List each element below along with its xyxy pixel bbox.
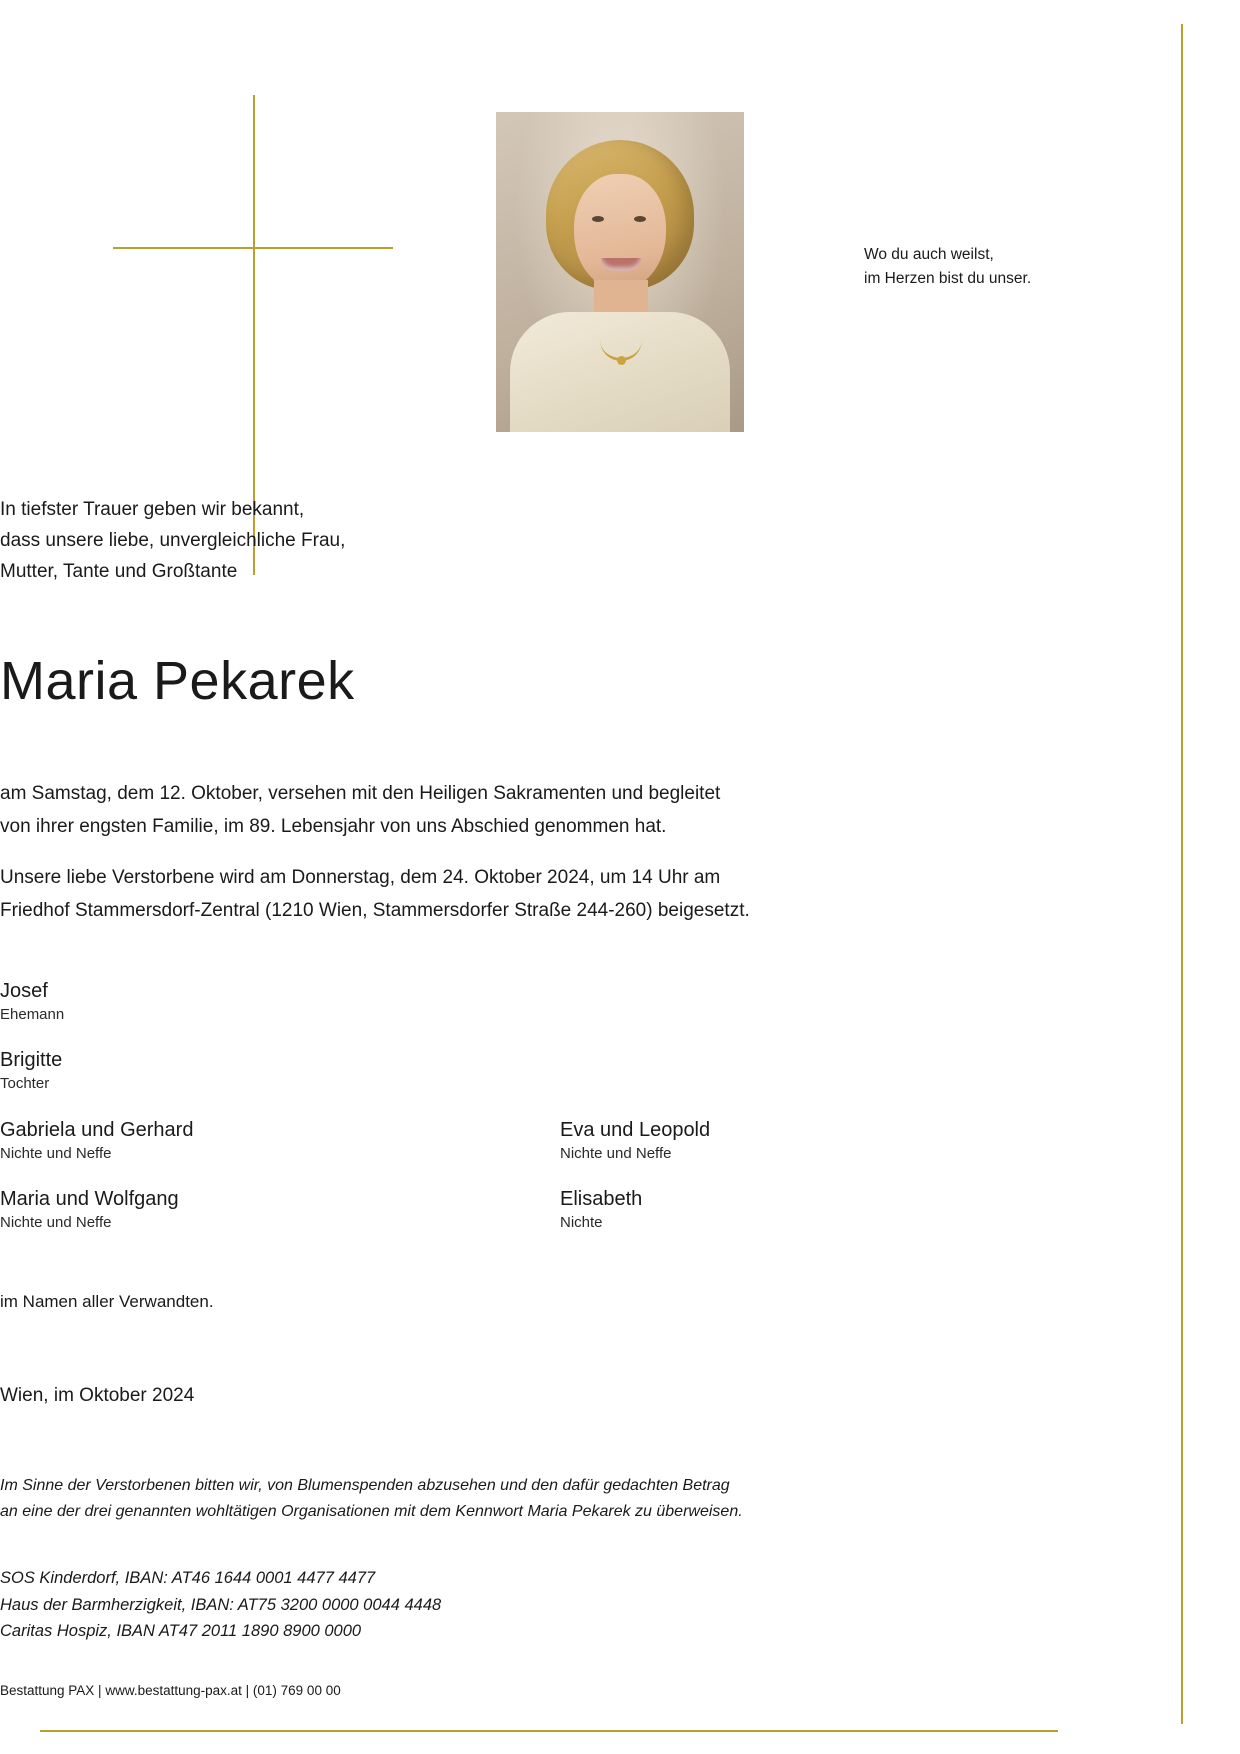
intro-line-2: dass unsere liebe, unvergleichliche Frau, — [0, 529, 346, 551]
family-member — [0, 1186, 560, 1233]
donation-account: SOS Kinderdorf, IBAN: AT46 1644 0001 4477 4477 — [0, 1569, 376, 1587]
death-notice-line-1: am Samstag, dem 12. Oktober, versehen mit den Heiligen Sakramenten und begleitet — [0, 783, 721, 804]
family-member-relation: Nichte — [560, 1213, 603, 1231]
portrait-photo — [496, 112, 744, 432]
place-and-date: Wien, im Oktober 2024 — [0, 1385, 195, 1406]
donation-account: Caritas Hospiz, IBAN AT47 2011 1890 8900 0000 — [0, 1622, 362, 1641]
portrait-eye-left — [592, 216, 604, 222]
family-member-name: Maria und Wolfgang — [0, 1187, 179, 1210]
donation-request — [0, 1473, 1120, 1524]
motto-line-2: im Herzen bist du unser. — [864, 270, 1032, 288]
page-border-right — [1181, 24, 1183, 1724]
family-closing-note: im Namen aller Verwandten. — [0, 1292, 214, 1311]
intro-line-1: In tiefster Trauer geben wir bekannt, — [0, 499, 305, 520]
death-notice — [0, 778, 1120, 843]
family-member — [0, 1117, 560, 1164]
family-member-name: Eva und Leopold — [560, 1118, 711, 1141]
family-member-relation: Tochter — [0, 1075, 50, 1093]
donation-line-1: Im Sinne der Verstorbenen bitten wir, von Blumenspenden abzusehen und den dafür gedachten Betrag — [0, 1477, 730, 1494]
portrait-eye-right — [634, 216, 646, 222]
motto-line-1: Wo du auch weilst, — [864, 246, 994, 263]
family-member — [560, 1186, 1120, 1233]
intro-line-3: Mutter, Tante und Großtante — [0, 560, 238, 582]
funeral-home-footer: Bestattung PAX | www.bestattung-pax.at | (01) 769 00 00 — [0, 1683, 341, 1698]
deceased-name: Maria Pekarek — [0, 651, 355, 711]
family-row — [0, 1186, 1120, 1233]
donation-accounts — [0, 1565, 1120, 1645]
funeral-line-2: Friedhof Stammersdorf-Zentral (1210 Wien, Stammersdorfer Straße 244-260) beigesetzt. — [0, 899, 750, 921]
family-member-relation: Ehemann — [0, 1006, 65, 1023]
announcement-intro — [0, 495, 1120, 587]
family-member-name: Brigitte — [0, 1049, 63, 1072]
funeral-details — [0, 862, 1120, 927]
family-member — [0, 978, 1120, 1025]
family-member — [560, 1117, 1120, 1164]
funeral-line-1: Unsere liebe Verstorbene wird am Donnerstag, dem 24. Oktober 2024, um 14 Uhr am — [0, 867, 721, 888]
family-member-relation: Nichte und Neffe — [0, 1213, 112, 1231]
family-member-name: Elisabeth — [560, 1187, 643, 1210]
family-list — [0, 978, 1120, 1255]
portrait-pendant — [617, 356, 626, 365]
family-member-relation: Nichte und Neffe — [560, 1144, 672, 1162]
portrait-face — [574, 174, 666, 290]
death-notice-line-2: von ihrer engsten Familie, im 89. Lebensjahr von uns Abschied genommen hat. — [0, 815, 667, 837]
memorial-motto — [864, 243, 1031, 291]
donation-account: Haus der Barmherzigkeit, IBAN: AT75 3200 0000 0044 4448 — [0, 1595, 442, 1614]
family-member-name: Gabriela und Gerhard — [0, 1118, 194, 1141]
family-member-name: Josef — [0, 980, 48, 1002]
page-border-bottom — [40, 1730, 1058, 1732]
donation-line-2: an eine der drei genannten wohltätigen Organisationen mit dem Kennwort Maria Pekarek zu überweisen. — [0, 1502, 743, 1520]
family-member — [0, 1047, 1120, 1094]
family-row — [0, 1117, 1120, 1164]
cross-icon-horizontal-bar — [113, 247, 393, 249]
family-member-relation: Nichte und Neffe — [0, 1144, 112, 1162]
